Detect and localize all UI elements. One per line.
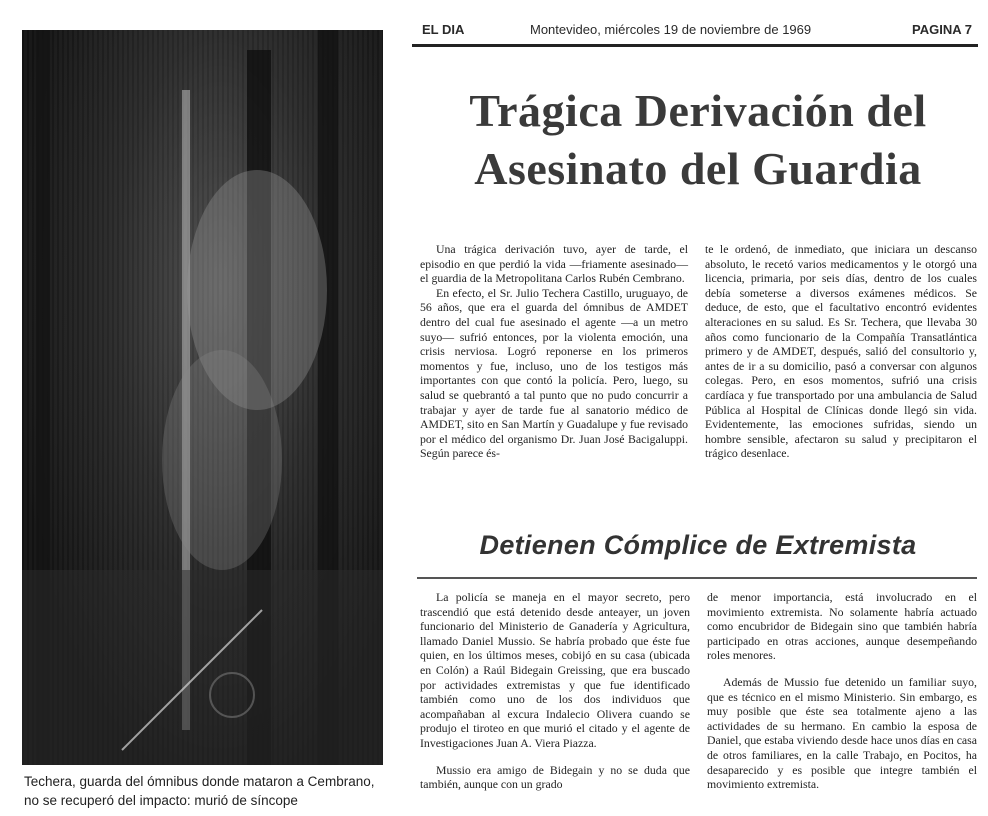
article2-paragraph: de menor importancia, está involucrado en el movimiento extremista. No solamente habría actuado como encubridor de Bidegain sino que también habría participado en otras acciones, aunque desempeñando roles menores. xyxy=(707,590,977,663)
photo-caption: Techera, guarda del ómnibus donde mataron a Cembrano, no se recuperó del impacto: murió de síncope xyxy=(24,774,375,808)
article2-column-2 xyxy=(707,590,977,792)
photo-illustration xyxy=(22,30,383,765)
article1-paragraph: Una trágica derivación tuvo, ayer de tarde, el episodio en que perdió la vida —friamente asesinado— el guardia de la Metropolitana Carlos Rubén Cembrano. xyxy=(420,242,688,286)
article1-paragraph: te le ordenó, de inmediato, que iniciara un descanso absoluto, le recetó varios medicamentos y le otorgó una licencia, primaria, por seis días, dentro de los cuales debía someterse a diversos exámenes médicos. Se deduce, de esto, que el facultativo encontró evidentes alteraciones en su salud. Es Sr. Techera, que llevaba 30 años como funcionario de la Compañía Transatlántica primero y de AMDET, después, salió del consultorio y, antes de ir a su domicilio, pasó a conversar con algunos colegas. Pero, en esos momentos, sufrió una crisis cardíaca y fue transportado por una ambulancia de Salud Pública al Hospital de Clínicas donde llegó sin vida. Evidentemente, las emociones sufridas, siendo un hombre sensible, afectaron su salud y precipitaron el trágico desenlace. xyxy=(705,242,977,461)
main-headline: Trágica Derivación del Asesinato del Guardia xyxy=(469,85,927,194)
article1-column-2 xyxy=(705,242,977,461)
page-masthead xyxy=(412,14,978,47)
section-divider xyxy=(417,577,977,579)
sub-headline: Detienen Cómplice de Extremista xyxy=(479,530,917,560)
article1-paragraph: En efecto, el Sr. Julio Techera Castillo, uruguayo, de 56 años, que era el guarda del ómnibus de AMDET dentro del cual fue asesinado el agente —a un metro suyo— sufrió entonces, por la violenta emoción, una crisis nerviosa. Logró reponerse en los primeros momentos y fue, incluso, uno de los testigos más importantes con que contó la policía. Pero, luego, su salud se quebrantó a tal punto que no pudo concurrir a trabajar y ayer de tarde fue al sanatorio médico de AMDET, sito en San Martín y Guadalupe y fue revisado por el médico del organismo Dr. Juan José Bacigaluppi. Según parece és- xyxy=(420,285,688,461)
article2-paragraph: La policía se maneja en el mayor secreto, pero trascendió que está detenido desde anteayer, un joven funcionario del Ministerio de Ganadería y Agricultura, llamado Daniel Mussio. Se habría probado que éste fue quien, en los últimos meses, cobijó en su casa (ubicada en Colón) a Raúl Bidegain Greissing, que era buscado por actividades extremistas y que fue identificado también como uno de los dos individuos que acompañaban al excura Indalecio Olivera cuando se produjo el tiroteo en que murió el citado y el agente de Investigaciones Juan A. Viera Piazza. xyxy=(420,590,690,750)
article2-paragraph: Además de Mussio fue detenido un familiar suyo, que es técnico en el mismo Ministerio. Sin embargo, es muy posible que éste sea totalmente ajeno a las actividades de su hermano. En cambio la esposa de Daniel, que estaba viviendo desde hace unos días en casa de otros familiares, en la calle Trabajo, en Pocitos, ha desaparecido y es posible que integre también el movimiento extremista. xyxy=(707,674,977,792)
article2-paragraph: Mussio era amigo de Bidegain y no se duda que también, aunque con un grado xyxy=(420,762,690,792)
page-number: PAGINA 7 xyxy=(912,22,972,37)
article1-column-1 xyxy=(420,242,688,461)
newspaper-name: EL DIA xyxy=(422,22,465,37)
news-photo xyxy=(22,30,383,765)
article2-column-1 xyxy=(420,590,690,792)
edition-date: Montevideo, miércoles 19 de noviembre de 1969 xyxy=(530,22,812,37)
